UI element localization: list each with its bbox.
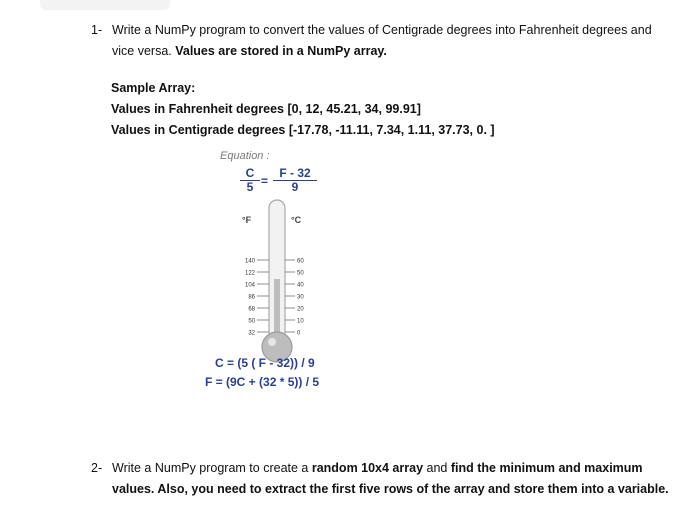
plain-text: Write a NumPy program to create a xyxy=(112,461,312,475)
celsius-unit: °C xyxy=(291,215,302,225)
bold-text: find the minimum and maximum xyxy=(450,461,643,475)
sample-centigrade: Values in Centigrade degrees [-17.78, -11.11, 7.34, 1.11, 37.73, 0. ] xyxy=(111,123,495,137)
c-tick-label: 30 xyxy=(297,294,304,301)
fraction-numerator: C xyxy=(240,167,260,181)
bold-text: Values are stored in a NumPy array. xyxy=(175,44,387,58)
f-tick-label: 32 xyxy=(248,330,255,337)
f-tick-label: 122 xyxy=(244,270,255,277)
formula-f: F = (9C + (32 * 5)) / 5 xyxy=(205,375,320,389)
top-strip xyxy=(40,0,170,10)
c-tick-label: 20 xyxy=(297,306,304,313)
f-tick-label: 104 xyxy=(244,282,255,289)
question-text xyxy=(112,20,652,62)
c-tick-label: 40 xyxy=(297,282,304,289)
fraction-denominator: 9 xyxy=(291,180,299,194)
f-tick-label: 50 xyxy=(248,318,255,325)
fahrenheit-unit: °F xyxy=(242,215,252,225)
question-line-2 xyxy=(112,41,652,62)
bold-text: values. Also, you need to extract the first five rows of the array and store them into a variable. xyxy=(112,482,669,496)
fraction-c-over-5 xyxy=(240,167,260,194)
f-tick-label: 140 xyxy=(244,258,255,265)
c-tick-label: 0 xyxy=(297,330,301,337)
thermometer-column xyxy=(274,279,280,339)
formula-c: C = (5 ( F - 32)) / 9 xyxy=(215,356,315,370)
bold-text: random 10x4 array xyxy=(311,461,424,475)
question-number: 1- xyxy=(91,23,103,37)
c-tick-label: 60 xyxy=(297,258,304,265)
f-tick-label: 86 xyxy=(248,294,255,301)
equation-label: Equation : xyxy=(220,150,270,162)
bulb-highlight xyxy=(268,338,276,346)
equals-sign: = xyxy=(261,174,269,188)
fraction-numerator: F - 32 xyxy=(273,167,317,181)
question-line-1 xyxy=(112,458,669,479)
fraction-denominator: 5 xyxy=(246,180,254,194)
f-tick-label: 68 xyxy=(248,306,255,313)
question-line-1: Write a NumPy program to convert the values of Centigrade degrees into Fahrenheit degrees and xyxy=(112,23,652,37)
c-tick-label: 10 xyxy=(297,318,304,325)
thermometer-diagram xyxy=(225,195,325,370)
plain-text: vice versa. xyxy=(112,44,176,58)
question-line-2 xyxy=(112,479,669,500)
question-number: 2- xyxy=(91,461,103,475)
fraction-f-minus-32-over-9 xyxy=(273,167,317,194)
sample-fahrenheit: Values in Fahrenheit degrees [0, 12, 45.21, 34, 99.91] xyxy=(111,102,421,116)
plain-text: and xyxy=(423,461,451,475)
question-1 xyxy=(91,20,671,65)
question-text xyxy=(112,458,669,500)
sample-heading: Sample Array: xyxy=(111,81,196,95)
c-tick-label: 50 xyxy=(297,270,304,277)
question-2 xyxy=(91,458,681,503)
